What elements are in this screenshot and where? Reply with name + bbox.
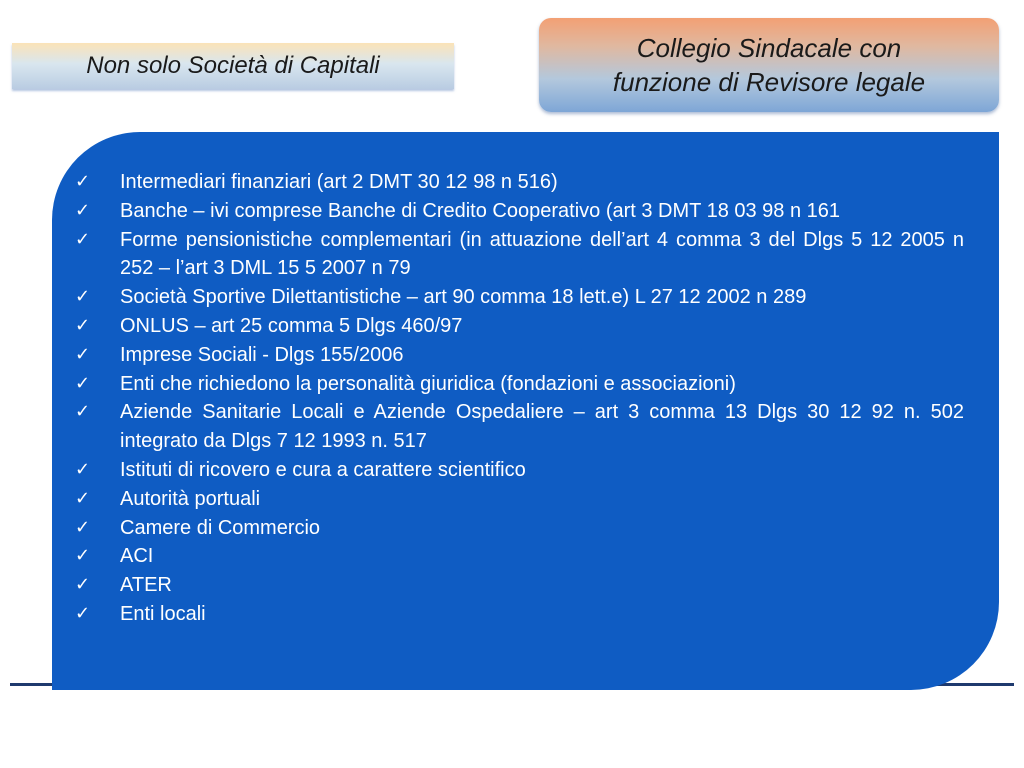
left-title: Non solo Società di Capitali bbox=[86, 52, 380, 79]
list-item bbox=[75, 542, 964, 571]
checkmark-icon: ✓ bbox=[75, 458, 91, 480]
left-title-box bbox=[12, 43, 454, 89]
list-item bbox=[75, 398, 964, 456]
list-item-text: Intermediari finanziari (art 2 DMT 30 12 98 n 516) bbox=[120, 171, 558, 193]
list-item bbox=[75, 197, 964, 226]
list-item-text: ONLUS – art 25 comma 5 Dlgs 460/97 bbox=[120, 314, 463, 337]
checkmark-icon: ✓ bbox=[75, 401, 91, 423]
list-item bbox=[75, 456, 964, 485]
right-title-box bbox=[539, 18, 999, 112]
checkmark-icon: ✓ bbox=[75, 372, 91, 394]
checkmark-icon: ✓ bbox=[75, 487, 91, 509]
entity-list bbox=[75, 168, 964, 629]
checkmark-icon: ✓ bbox=[75, 228, 91, 250]
checkmark-icon: ✓ bbox=[75, 286, 91, 308]
checkmark-icon: ✓ bbox=[75, 199, 91, 221]
list-item-text: ATER bbox=[120, 574, 172, 597]
list-item bbox=[75, 600, 964, 629]
list-item bbox=[75, 571, 964, 600]
list-item bbox=[75, 514, 964, 543]
list-item bbox=[75, 485, 964, 514]
checkmark-icon: ✓ bbox=[75, 516, 91, 538]
list-item-text: Enti che richiedono la personalità giuridica (fondazioni e associazioni) bbox=[120, 372, 736, 395]
list-item-text: Forme pensionistiche complementari (in attuazione dell’art 4 comma 3 del Dlgs 5 12 2005 n 252 – l’art 3 DML 15 5 2007 n 79 bbox=[120, 228, 964, 280]
list-item-text: Banche – ivi comprese Banche di Credito Cooperativo (art 3 DMT 18 03 98 n 161 bbox=[120, 199, 841, 222]
list-item-text: Aziende Sanitarie Locali e Aziende Ospedaliere – art 3 comma 13 Dlgs 30 12 92 n. 502 integrato da Dlgs 7 12 1993 n. 517 bbox=[120, 401, 964, 453]
list-item-text: Enti locali bbox=[120, 602, 206, 625]
list-item-text: Autorità portuali bbox=[120, 487, 261, 510]
list-item bbox=[75, 312, 964, 341]
list-item-text: Società Sportive Dilettantistiche – art 90 comma 18 lett.e) L 27 12 2002 n 289 bbox=[120, 286, 807, 309]
checkmark-icon: ✓ bbox=[75, 171, 91, 192]
list-item-text: Camere di Commercio bbox=[120, 516, 321, 539]
list-item-text: Imprese Sociali - Dlgs 155/2006 bbox=[120, 343, 404, 366]
list-item bbox=[75, 168, 964, 197]
checkmark-icon: ✓ bbox=[75, 343, 91, 365]
right-title-line-1: Collegio Sindacale con bbox=[636, 33, 902, 63]
list-item bbox=[75, 283, 964, 312]
checkmark-icon: ✓ bbox=[75, 602, 91, 624]
checkmark-icon: ✓ bbox=[75, 574, 91, 596]
list-item bbox=[75, 370, 964, 399]
right-title-line-2: funzione di Revisore legale bbox=[612, 67, 926, 97]
checkmark-icon: ✓ bbox=[75, 545, 91, 567]
list-item-text: Istituti di ricovero e cura a carattere scientifico bbox=[120, 458, 526, 481]
list-item-text: ACI bbox=[120, 545, 154, 568]
checkmark-icon: ✓ bbox=[75, 314, 91, 336]
list-item bbox=[75, 226, 964, 284]
list-item bbox=[75, 341, 964, 370]
